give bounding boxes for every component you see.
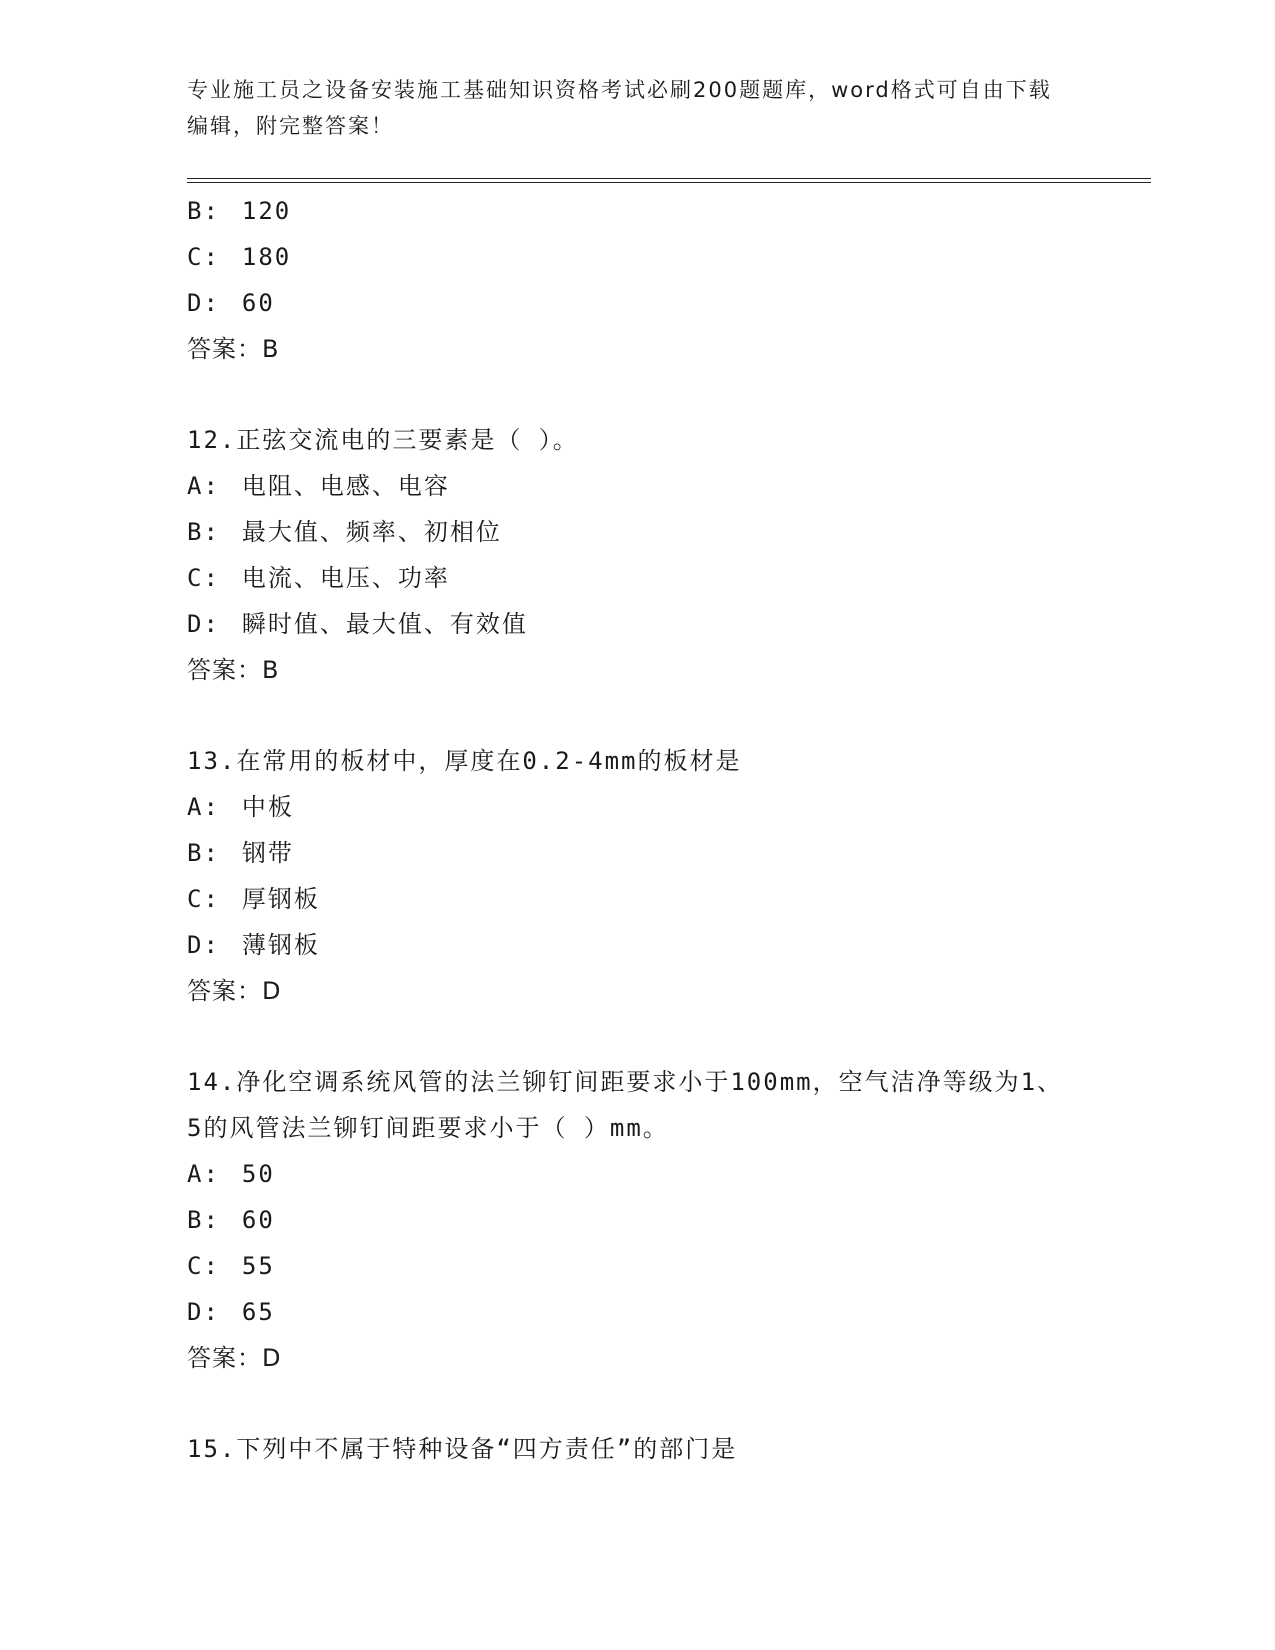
answer: 答案：D: [187, 977, 282, 1005]
question-13: [187, 738, 1087, 1014]
answer: 答案：D: [187, 1344, 282, 1372]
question-stem: 14.净化空调系统风管的法兰铆钉间距要求小于100mm，空气洁净等级为1、5的风管法兰铆钉间距要求小于（ ）mm。: [187, 1068, 1064, 1142]
header-rule-bottom: [187, 182, 1151, 183]
option-d: D: 薄钢板: [187, 931, 320, 959]
option-c: C: 55: [187, 1252, 275, 1280]
question-12: [187, 417, 1087, 693]
option-b: B: 最大值、频率、初相位: [187, 518, 502, 546]
option-b: B: 钢带: [187, 839, 294, 867]
option-a: A: 50: [187, 1160, 275, 1188]
option-a: A: 中板: [187, 793, 294, 821]
option-a: A: 电阻、电感、电容: [187, 472, 450, 500]
option-d: D: 65: [187, 1298, 275, 1326]
question-stem: 12.正弦交流电的三要素是（ ）。: [187, 426, 579, 454]
question-stem: 13.在常用的板材中，厚度在0.2-4mm的板材是: [187, 747, 742, 775]
option-b: B: 60: [187, 1206, 275, 1234]
option-c: C: 厚钢板: [187, 885, 320, 913]
document-header: 专业施工员之设备安装施工基础知识资格考试必刷200题题库，word格式可自由下载编辑，附完整答案！: [187, 78, 1052, 138]
option-c: C: 电流、电压、功率: [187, 564, 450, 592]
header-rule-top: [187, 178, 1151, 179]
answer: 答案：B: [187, 335, 280, 363]
option-c: C: 180: [187, 243, 292, 271]
option-d: D: 瞬时值、最大值、有效值: [187, 610, 528, 638]
question-15: [187, 1426, 1087, 1472]
question-11-tail: [187, 188, 1087, 372]
option-d: D: 60: [187, 289, 275, 317]
answer: 答案：B: [187, 656, 280, 684]
question-list: [187, 188, 1087, 1472]
question-stem: 15.下列中不属于特种设备“四方责任”的部门是: [187, 1435, 738, 1463]
question-14: [187, 1059, 1087, 1381]
option-b: B: 120: [187, 197, 292, 225]
